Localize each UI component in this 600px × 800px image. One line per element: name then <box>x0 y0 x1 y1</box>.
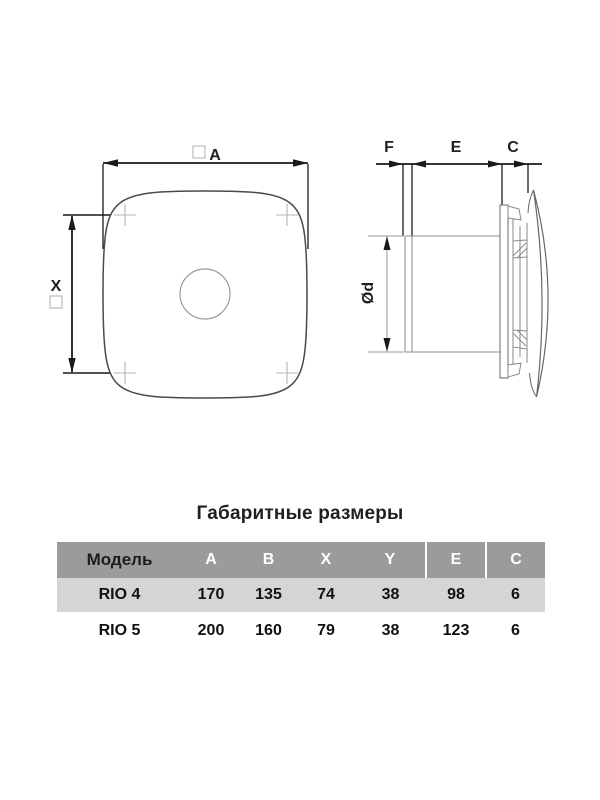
dimension-c-label: C <box>507 139 519 156</box>
dimension-x-label: X <box>50 278 62 295</box>
model-name: RIO 5 <box>57 612 182 650</box>
duct-outline <box>405 236 500 352</box>
header-e: E <box>426 542 486 578</box>
arrow-down-icon <box>384 338 391 352</box>
arrow-left-icon <box>103 159 118 166</box>
value-e: 123 <box>426 612 486 650</box>
header-a: A <box>182 542 240 578</box>
square-dimension-icon <box>50 296 62 308</box>
table-row <box>57 578 545 612</box>
value-y: 38 <box>355 578 426 612</box>
grille-lines <box>513 219 527 365</box>
front-cover-curve <box>534 190 549 397</box>
flange-tab-bottom <box>508 363 521 377</box>
dimension-e-label: E <box>450 139 462 156</box>
dimension-diameter <box>360 236 404 352</box>
header-y: Y <box>355 542 426 578</box>
front-cover-bottom-edge <box>530 373 537 397</box>
front-panel-outline <box>103 191 307 398</box>
value-b: 160 <box>240 612 297 650</box>
dimension-f-label: F <box>384 139 394 156</box>
arrow-up-icon <box>384 236 391 250</box>
arrow-right-icon <box>488 161 502 168</box>
header-c: C <box>486 542 545 578</box>
value-c: 6 <box>486 578 545 612</box>
header-x: X <box>297 542 355 578</box>
flange-plate <box>500 205 508 378</box>
table-title: Габаритные размеры <box>196 503 404 524</box>
value-a: 200 <box>182 612 240 650</box>
arrow-right-icon <box>389 161 403 168</box>
arrow-up-icon <box>68 215 75 230</box>
table-row <box>57 612 545 650</box>
arrow-right-icon <box>514 161 528 168</box>
value-b: 135 <box>240 578 297 612</box>
flange-tab-top <box>508 206 521 220</box>
table-header-row <box>57 542 545 578</box>
value-x: 74 <box>297 578 355 612</box>
value-x: 79 <box>297 612 355 650</box>
side-view <box>360 139 548 397</box>
front-cover-top-edge <box>528 190 534 213</box>
header-model: Модель <box>57 542 182 578</box>
dimension-fec <box>376 139 542 236</box>
dimension-d-label: Ød <box>360 281 377 305</box>
value-c: 6 <box>486 612 545 650</box>
model-name: RIO 4 <box>57 578 182 612</box>
dimension-a-label: A <box>209 147 221 164</box>
arrow-down-icon <box>68 358 75 373</box>
square-dimension-icon <box>193 146 205 158</box>
front-view <box>50 146 308 398</box>
value-e: 98 <box>426 578 486 612</box>
value-y: 38 <box>355 612 426 650</box>
dimensions-table <box>57 542 545 650</box>
arrow-right-icon <box>293 159 308 166</box>
arrow-left-icon <box>412 161 426 168</box>
header-b: B <box>240 542 297 578</box>
value-a: 170 <box>182 578 240 612</box>
